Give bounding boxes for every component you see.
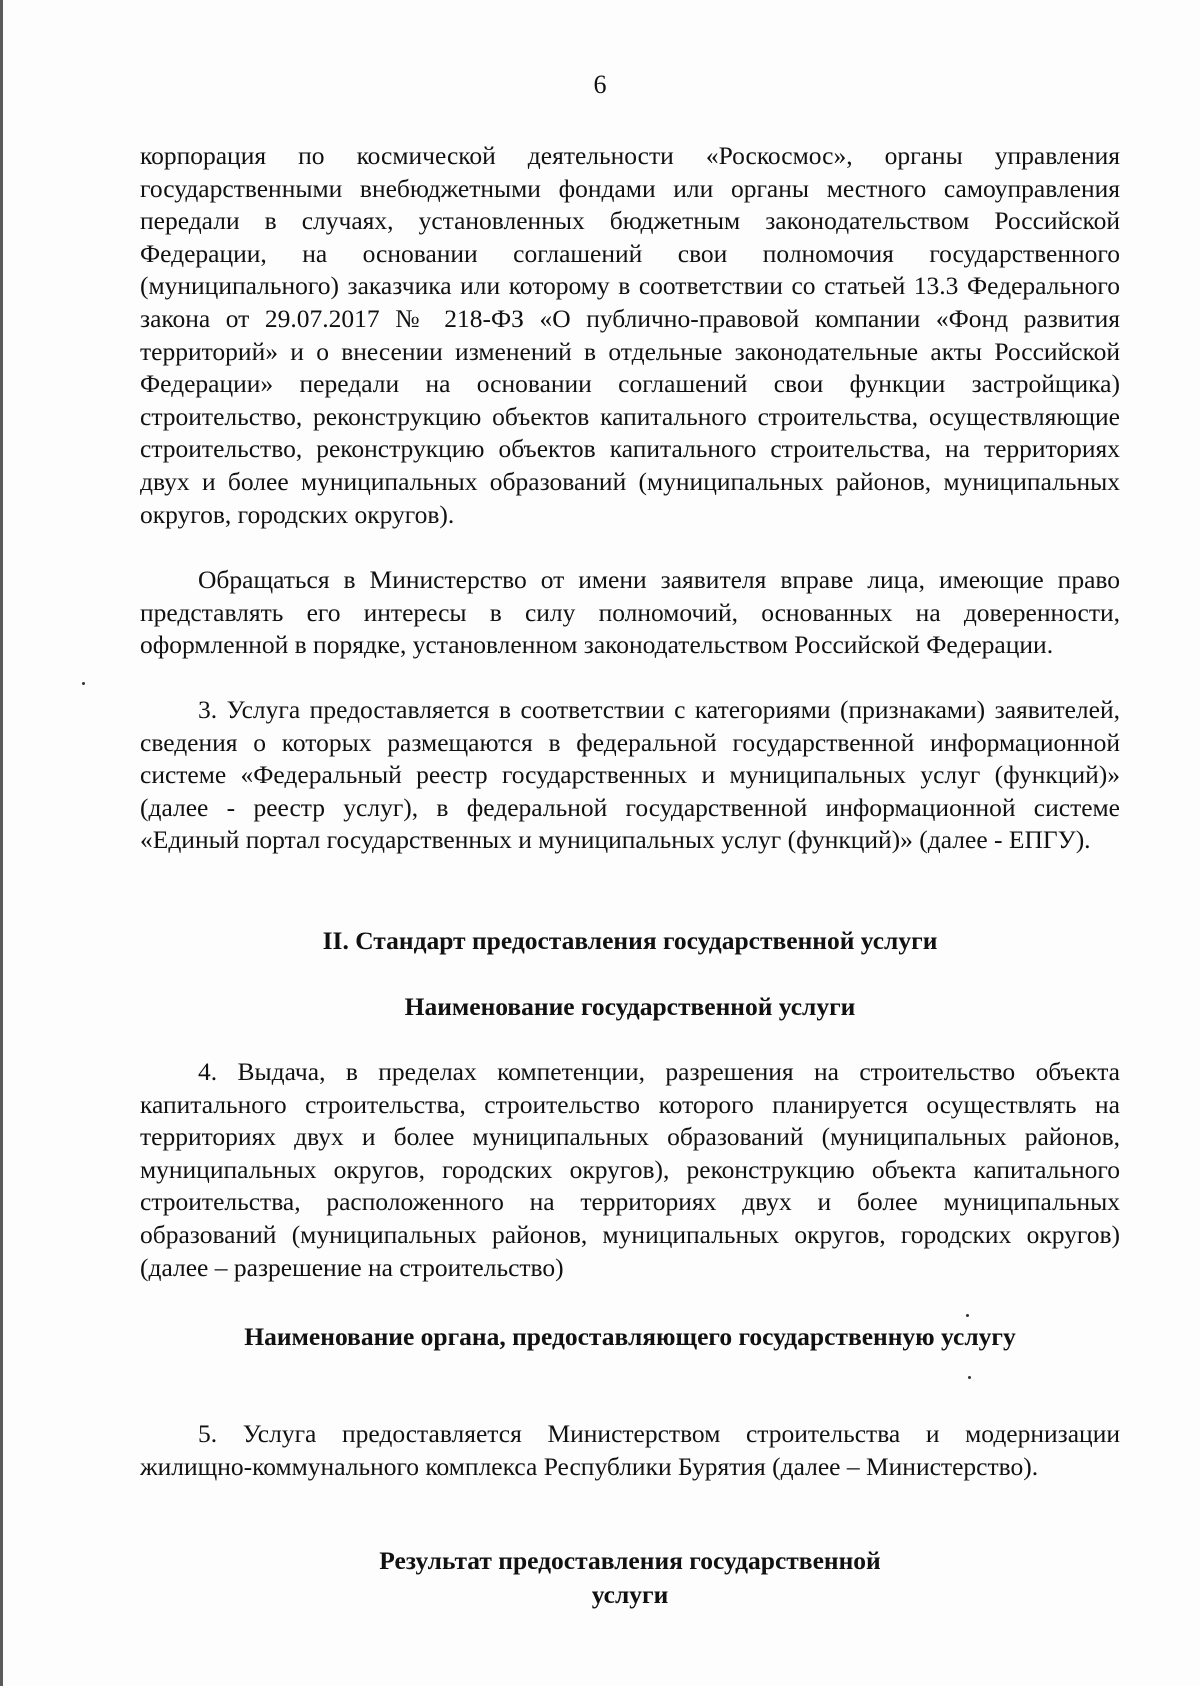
- scan-speck: [82, 682, 85, 685]
- scan-speck: [966, 1314, 969, 1317]
- paragraph-4: 4. Выдача, в пределах компетенции, разрешения на строительство объекта капитального строительства, строительство которого планируется осуществлять на территориях двух и более муниципальных образований (муниципальных районов, муниципальных округов, городских округов), реконструкцию объекта капитального строительства, расположенного на территориях двух и более муниципальных образований (муниципальных районов, муниципальных округов, городских округов) (далее – разрешение на строительство): [140, 1057, 1120, 1282]
- scan-edge: [0, 0, 3, 1686]
- subheading-authority-name: Наименование органа, предоставляющего государственную услугу: [244, 1322, 1016, 1351]
- paragraph-continuation: [140, 140, 1120, 531]
- section-heading: II. Стандарт предоставления государственной услуги: [322, 926, 938, 955]
- paragraph-3: 3. Услуга предоставляется в соответствии с категориями (признаками) заявителей, сведения о которых размещаются в федеральной государственной информационной системе «Федеральный реестр государственных и муниципальных услуг (функций)» (далее - реестр услуг), в федеральной государственной информационной системе «Единый портал государственных и муниципальных услуг (функций)» (далее - ЕПГУ).: [140, 695, 1120, 855]
- subheading-service-name: Наименование государственной услуги: [404, 992, 856, 1021]
- paragraph-5: 5. Услуга предоставляется Министерством строительства и модернизации жилищно-коммунального комплекса Республики Бурятия (далее – Министерство).: [140, 1419, 1120, 1481]
- paragraph-2: Обращаться в Министерство от имени заявителя вправе лица, имеющие право представлять его интересы в силу полномочий, основанных на доверенности, оформленной в порядке, установленном законодательством Российской Федерации.: [140, 565, 1120, 660]
- paragraph-clause-3-block: [140, 694, 1120, 857]
- subheading-result: Результат предоставления государственной услуги: [379, 1546, 881, 1609]
- paragraph-clause-4-block: [140, 1056, 1120, 1284]
- scan-speck: [968, 1376, 971, 1379]
- paragraph-1: корпорация по космической деятельности «Роскосмос», органы управления государственными внебюджетными фондами или органы местного самоуправления передали в случаях, установленных бюджетным законодательством Российской Федерации, на основании соглашений свои полномочия государственного (муниципального) заказчика или которому в соответствии со статьей 13.3 Федерального закона от 29.07.2017 № 218-ФЗ «О публично-правовой компании «Фонд развития территорий» и о внесении изменений в отдельные законодательные акты Российской Федерации» передали на основании соглашений свои функции застройщика) строительство, реконструкцию объектов капитального строительства, осуществляющие строительство, реконструкцию объектов капитального строительства, на территориях двух и более муниципальных образований (муниципальных районов, муниципальных округов, городских округов).: [140, 141, 1120, 529]
- paragraph-clause-5-block: [140, 1418, 1120, 1483]
- paragraph-representatives-block: [140, 564, 1120, 662]
- page-number: 6: [593, 70, 607, 99]
